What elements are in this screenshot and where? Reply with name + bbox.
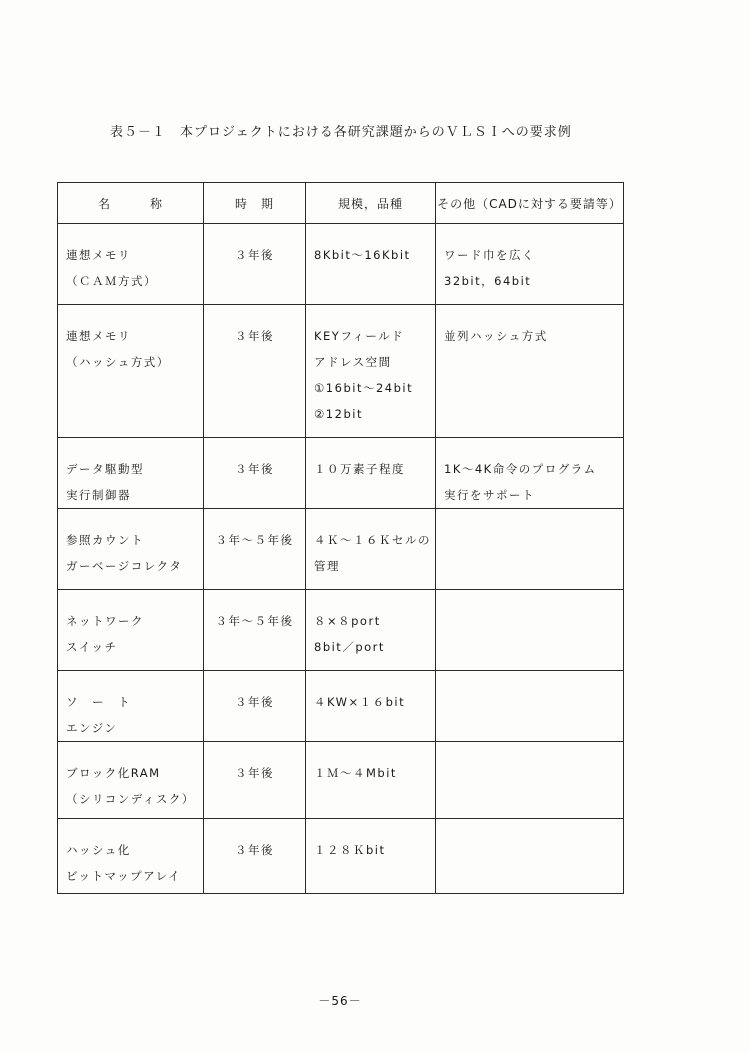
table-row [58,438,624,509]
timing-cell [204,438,306,509]
name-line: ソ ー ト [66,695,131,709]
scale-line: ４Ｋ～１６Ｋセルの [314,533,431,547]
table-header-row [58,183,624,224]
table-row [58,509,624,590]
timing-cell [204,819,306,894]
scale-line: １０万素子程度 [314,462,405,476]
name-cell [58,742,204,819]
name-line: データ駆動型 [66,462,144,476]
scale-line: ②12bit [314,407,363,421]
scale-line: ４KW×１６bit [314,695,406,709]
scale-line: ①16bit～24bit [314,381,414,395]
scale-cell [306,590,436,671]
table-row [58,819,624,894]
name-cell [58,438,204,509]
timing-text: ３年後 [235,248,274,262]
other-line: 32bit，64bit [444,274,532,288]
scale-cell [306,438,436,509]
timing-text: ３年～５年後 [215,533,294,547]
scale-cell [306,509,436,590]
timing-cell [204,590,306,671]
name-cell [58,224,204,305]
other-cell [436,742,624,819]
other-line: ワード巾を広く [444,248,535,262]
scale-cell [306,224,436,305]
name-line: （ＣＡＭ方式） [66,274,157,288]
header-name: 名 称 [58,183,204,224]
table-row [58,671,624,742]
name-line: エンジン [66,721,118,735]
other-cell [436,438,624,509]
header-timing: 時 期 [204,183,306,224]
timing-text: ３年～５年後 [215,614,294,628]
other-cell [436,305,624,438]
timing-text: ３年後 [235,695,274,709]
timing-text: ３年後 [235,462,274,476]
scale-line: 8bit／port [314,640,385,654]
scale-cell [306,819,436,894]
name-cell [58,305,204,438]
scale-line: ８×８port [314,614,381,628]
name-line: （ハッシュ方式） [66,355,170,369]
requirements-table [57,182,624,894]
table-row [58,224,624,305]
timing-cell [204,742,306,819]
timing-text: ３年後 [235,766,274,780]
other-line: 1K～4K命令のプログラム [444,462,597,476]
header-other: その他（CADに対する要請等） [436,183,624,224]
scale-line: １Ｍ～４Mbit [314,766,397,780]
other-cell [436,590,624,671]
scale-cell [306,305,436,438]
name-line: 実行制御器 [66,488,131,502]
other-cell [436,671,624,742]
table-row [58,305,624,438]
other-cell [436,509,624,590]
scale-line: 8Kbit～16Kbit [314,248,411,262]
name-cell [58,671,204,742]
table-row [58,590,624,671]
name-line: スイッチ [66,640,118,654]
name-line: 参照カウント [66,533,144,547]
header-scale: 規模，品種 [306,183,436,224]
other-cell [436,224,624,305]
name-cell [58,509,204,590]
scale-line: １２８Ｋbit [314,843,386,857]
scale-cell [306,742,436,819]
timing-text: ３年後 [235,329,274,343]
scale-line: 管理 [314,559,340,573]
other-line: 実行をサポート [444,488,535,502]
name-line: （シリコンディスク） [66,792,195,806]
name-cell [58,819,204,894]
other-line: 並列ハッシュ方式 [444,329,548,343]
timing-cell [204,509,306,590]
name-cell [58,590,204,671]
timing-text: ３年後 [235,843,274,857]
page-number: －56－ [318,994,362,1008]
table-caption: 表５－１ 本プロジェクトにおける各研究課題からのＶＬＳＩへの要求例 [110,125,572,140]
name-line: ガーベージコレクタ [66,559,183,573]
other-cell [436,819,624,894]
table-row [58,742,624,819]
name-line: ネットワーク [66,614,144,628]
timing-cell [204,305,306,438]
name-line: 連想メモリ [66,329,131,343]
timing-cell [204,671,306,742]
scale-cell [306,671,436,742]
scale-line: KEYフィールド [314,329,405,343]
name-line: ビットマップアレイ [66,869,182,883]
name-line: ブロック化RAM [66,766,161,780]
timing-cell [204,224,306,305]
name-line: 連想メモリ [66,248,131,262]
name-line: ハッシュ化 [66,843,131,857]
scale-line: アドレス空間 [314,355,392,369]
